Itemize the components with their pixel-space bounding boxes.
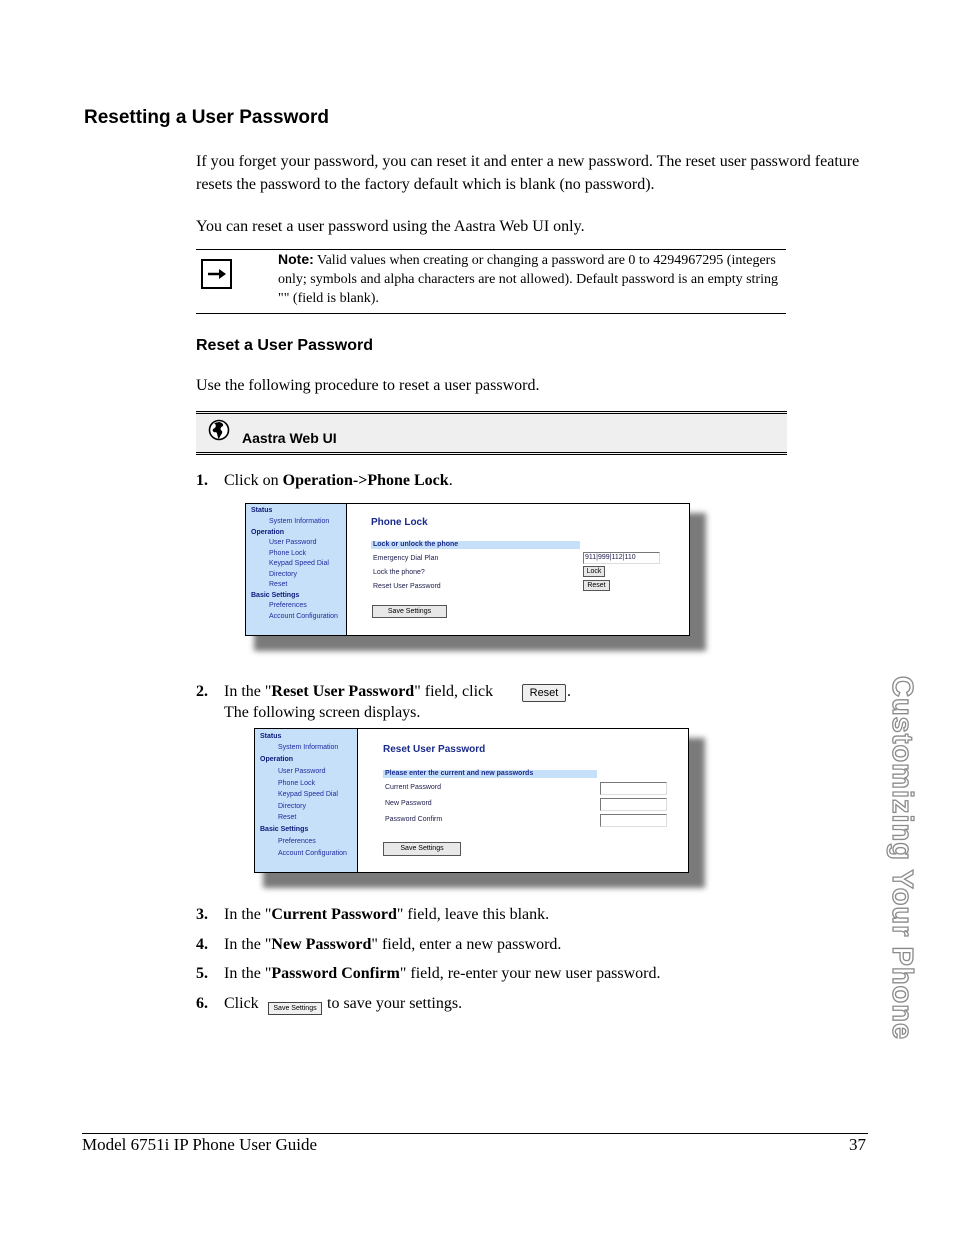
step-text-bold: Operation->Phone Lock bbox=[282, 472, 449, 489]
nav-section-operation: Operation bbox=[251, 529, 285, 536]
footer-title: Model 6751i IP Phone User Guide bbox=[82, 1135, 317, 1154]
nav-item-account-configuration: Account Configuration bbox=[278, 850, 347, 857]
panel-section-bar: Lock or unlock the phone bbox=[371, 541, 580, 549]
section-heading: Resetting a User Password bbox=[84, 107, 329, 128]
subheading: Reset a User Password bbox=[196, 337, 373, 354]
page-number: 37 bbox=[849, 1135, 866, 1154]
procedure-intro: Use the following procedure to reset a user password. bbox=[196, 377, 540, 394]
nav-section-operation: Operation bbox=[260, 756, 294, 763]
step-text-bold: Reset User Password bbox=[271, 683, 415, 700]
nav-item-user-password: User Password bbox=[269, 539, 317, 546]
step-number: 1. bbox=[196, 472, 208, 489]
nav-item-system-information: System Information bbox=[269, 518, 330, 525]
lock-button: Lock bbox=[583, 566, 605, 577]
step-number: 5. bbox=[196, 965, 208, 982]
nav-item-directory: Directory bbox=[269, 571, 298, 578]
step-text-pre: In the " bbox=[224, 906, 272, 923]
inline-reset-button-image: Reset bbox=[522, 684, 566, 702]
step-number: 6. bbox=[196, 995, 208, 1012]
step-text-post: " field, re-enter your new user password. bbox=[399, 965, 661, 982]
screenshot-reset-user-password bbox=[254, 728, 689, 873]
step-text-bold: Current Password bbox=[271, 906, 397, 923]
inline-save-settings-button-image: Save Settings bbox=[268, 1002, 322, 1015]
note-bottom-rule bbox=[196, 313, 786, 314]
nav-item-preferences: Preferences bbox=[269, 602, 307, 609]
panel-title: Phone Lock bbox=[371, 517, 428, 528]
password-confirm-input bbox=[600, 814, 667, 827]
globe-icon bbox=[208, 419, 230, 441]
step-text bbox=[224, 469, 453, 492]
step-text-bold: New Password bbox=[271, 936, 372, 953]
step-text-pre: Click bbox=[224, 995, 259, 1012]
step-number: 2. bbox=[196, 683, 208, 700]
field-label-new-password: New Password bbox=[385, 800, 432, 807]
note-body: Valid values when creating or changing a password are 0 to 4294967295 (integers only; symbols and alpha characters are not allowed). Default password is an empty string "" (field is blank). bbox=[278, 253, 778, 306]
step-number: 4. bbox=[196, 936, 208, 953]
nav-item-reset: Reset bbox=[269, 581, 288, 588]
step-text bbox=[224, 933, 561, 956]
nav-item-user-password: User Password bbox=[278, 768, 326, 775]
nav-section-status: Status bbox=[260, 733, 282, 740]
save-settings-button: Save Settings bbox=[383, 842, 461, 856]
nav-item-phone-lock: Phone Lock bbox=[278, 780, 315, 787]
reset-button: Reset bbox=[583, 580, 610, 591]
field-label-current-password: Current Password bbox=[385, 784, 442, 791]
note-text bbox=[278, 250, 783, 308]
content-panel bbox=[347, 504, 689, 635]
field-label-password-confirm: Password Confirm bbox=[385, 816, 443, 823]
nav-section-status: Status bbox=[251, 507, 273, 514]
nav-sidebar bbox=[255, 729, 358, 872]
step-text-post: " field, leave this blank. bbox=[396, 906, 550, 923]
step-text-line2: The following screen displays. bbox=[224, 704, 421, 721]
nav-item-account-configuration: Account Configuration bbox=[269, 613, 338, 620]
content-panel bbox=[358, 729, 688, 872]
step-text-pre: In the " bbox=[224, 936, 272, 953]
save-settings-button: Save Settings bbox=[372, 605, 447, 618]
emergency-dial-plan-input: 911|999|112|110 bbox=[583, 552, 660, 564]
field-label-reset-user-password: Reset User Password bbox=[373, 583, 441, 590]
nav-item-reset: Reset bbox=[278, 814, 297, 821]
nav-section-basic-settings: Basic Settings bbox=[251, 592, 300, 599]
arrow-icon bbox=[201, 259, 232, 289]
nav-item-system-information: System Information bbox=[278, 744, 339, 751]
nav-item-preferences: Preferences bbox=[278, 838, 316, 845]
nav-item-directory: Directory bbox=[278, 803, 307, 810]
step-text-pre: In the " bbox=[224, 683, 272, 700]
step-text-post: " field, click bbox=[414, 683, 494, 700]
chapter-side-tab: Customizing Your Phone bbox=[886, 676, 918, 1041]
nav-sidebar bbox=[246, 504, 347, 635]
intro-paragraph: If you forget your password, you can reset it and enter a new password. The reset user password feature resets the password to the factory default which is blank (no password). bbox=[196, 153, 860, 193]
panel-section-bar: Please enter the current and new passwords bbox=[383, 770, 597, 778]
step-number: 3. bbox=[196, 906, 208, 923]
step-text-bold: Password Confirm bbox=[271, 965, 400, 982]
step-text bbox=[224, 680, 493, 703]
step-text-post: to save your settings. bbox=[327, 995, 463, 1012]
nav-section-basic-settings: Basic Settings bbox=[260, 826, 309, 833]
nav-item-phone-lock: Phone Lock bbox=[269, 550, 306, 557]
step-text-period: . bbox=[567, 683, 571, 700]
step-text-post: . bbox=[448, 472, 453, 489]
step-text-post: " field, enter a new password. bbox=[371, 936, 562, 953]
web-ui-label: Aastra Web UI bbox=[242, 430, 337, 446]
step-text bbox=[224, 962, 661, 985]
note-label: Note: bbox=[278, 251, 314, 267]
step-text-pre: In the " bbox=[224, 965, 272, 982]
panel-title: Reset User Password bbox=[383, 744, 486, 755]
nav-item-keypad-speed-dial: Keypad Speed Dial bbox=[278, 791, 338, 798]
nav-item-keypad-speed-dial: Keypad Speed Dial bbox=[269, 560, 329, 567]
field-label-lock-the-phone: Lock the phone? bbox=[373, 569, 425, 576]
new-password-input bbox=[600, 798, 667, 811]
intro-paragraph-web-ui: You can reset a user password using the Aastra Web UI only. bbox=[196, 218, 585, 235]
screenshot-phone-lock bbox=[245, 503, 690, 636]
field-label-emergency-dial-plan: Emergency Dial Plan bbox=[373, 555, 439, 562]
step-text bbox=[224, 903, 549, 926]
step-text-pre: Click on bbox=[224, 472, 283, 489]
current-password-input bbox=[600, 782, 667, 795]
